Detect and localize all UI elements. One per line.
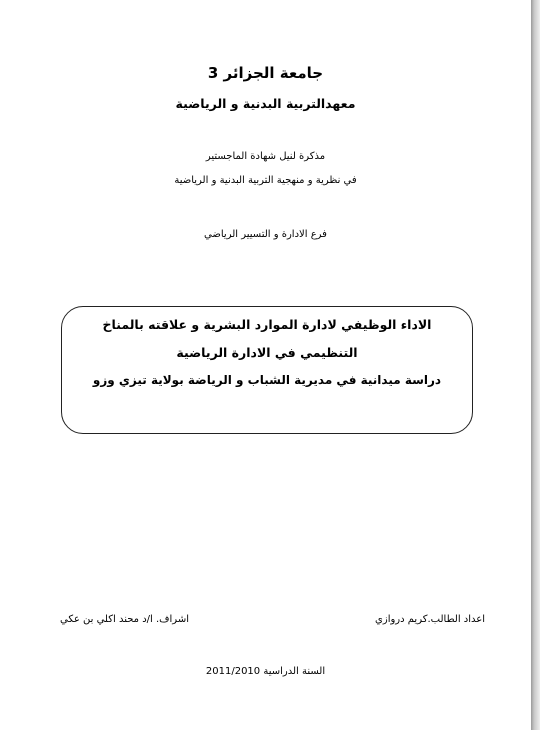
speciality-statement: في نظرية و منهجية التربية البدنية و الرياضية [174,175,357,186]
branch-statement: فرع الادارة و التسيير الرياضي [204,229,327,240]
institute-name: معهدالتربية البدنية و الرياضية [175,96,356,111]
thesis-title-line-2: التنظيمي في الادارة الرياضية [176,345,358,360]
degree-statement: مذكرة لنيل شهادة الماجستير [205,151,326,162]
thesis-title-line-1: الاداء الوظيفي لادارة الموارد البشرية و علاقته بالمناخ [102,317,432,332]
supervisor-credit: اشراف. ا/د محند اكلي بن عكي [60,614,189,625]
academic-year: السنة الدراسية 2011/2010 [205,666,326,677]
thesis-subtitle: دراسة ميدانية في مديرية الشباب و الرياضة بولاية تيزي وزو [92,373,442,387]
student-credit: اعداد الطالب.كريم دروازي [375,614,485,625]
university-name: جامعة الجزائر 3 [207,64,324,82]
thesis-title-box [61,306,473,434]
page-edge-shadow [531,0,540,730]
